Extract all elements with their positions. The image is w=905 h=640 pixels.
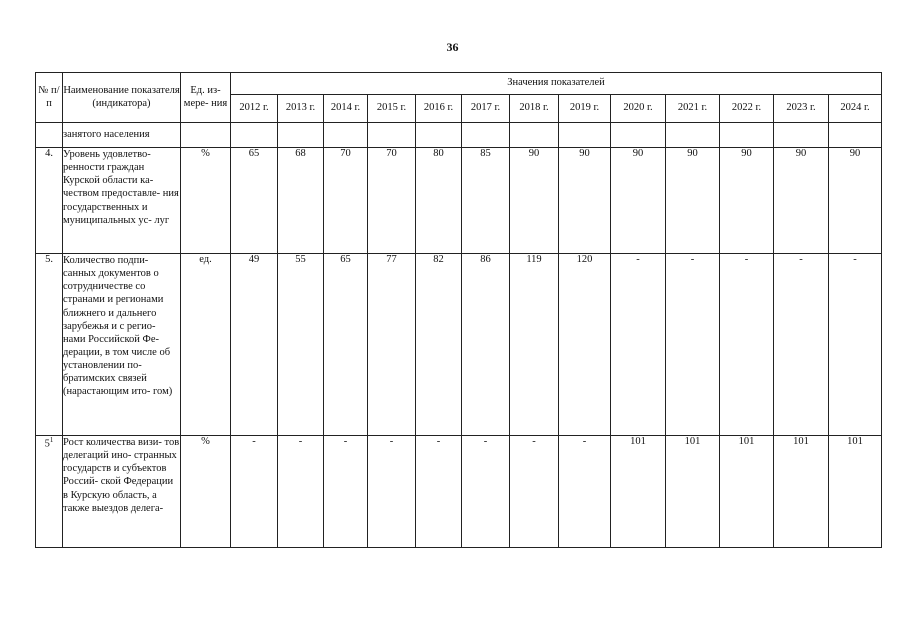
header-unit: Ед. из- мере- ния — [181, 73, 231, 123]
row-value: 120 — [559, 254, 611, 436]
row-value: - — [559, 436, 611, 548]
row-num-text: 5. — [45, 254, 53, 265]
row-value — [829, 123, 882, 148]
row-value — [368, 123, 416, 148]
row-value — [510, 123, 559, 148]
header-name: Наименование показателя (индикатора) — [63, 73, 181, 123]
row-value: 77 — [368, 254, 416, 436]
row-value: - — [666, 254, 720, 436]
row-value: 90 — [829, 148, 882, 254]
header-year: 2017 г. — [462, 95, 510, 123]
header-year: 2020 г. — [611, 95, 666, 123]
row-value: 101 — [829, 436, 882, 548]
header-year: 2021 г. — [666, 95, 720, 123]
header-values-title: Значения показателей — [231, 73, 882, 95]
row-value: - — [829, 254, 882, 436]
row-value: 55 — [278, 254, 324, 436]
row-value: 86 — [462, 254, 510, 436]
row-name: Уровень удовлетво- ренности граждан Курской области ка- чеством предоставле- ния государственных и муниципальных ус- луг — [63, 148, 181, 254]
row-value — [666, 123, 720, 148]
row-value: - — [368, 436, 416, 548]
row-num — [36, 123, 63, 148]
row-value: - — [720, 254, 774, 436]
row-unit: % — [181, 436, 231, 548]
row-name: Рост количества визи- тов делегаций ино- странных государств и субъектов Россий- ской Федерации в Курскую область, а также выездов делега- — [63, 436, 181, 548]
row-value — [231, 123, 278, 148]
row-value: 90 — [510, 148, 559, 254]
row-unit — [181, 123, 231, 148]
row-value — [559, 123, 611, 148]
header-year: 2022 г. — [720, 95, 774, 123]
page-number: 36 — [446, 40, 459, 54]
row-value: 101 — [720, 436, 774, 548]
row-value — [611, 123, 666, 148]
row-value — [774, 123, 829, 148]
row-value: 65 — [324, 254, 368, 436]
row-value: - — [278, 436, 324, 548]
row-value: 101 — [666, 436, 720, 548]
header-year: 2015 г. — [368, 95, 416, 123]
row-name: занятого населения — [63, 123, 181, 148]
header-year: 2018 г. — [510, 95, 559, 123]
row-value: 101 — [774, 436, 829, 548]
table-body — [36, 123, 882, 548]
row-unit: ед. — [181, 254, 231, 436]
row-value: 80 — [416, 148, 462, 254]
header-year: 2014 г. — [324, 95, 368, 123]
row-value — [462, 123, 510, 148]
row-value — [720, 123, 774, 148]
table-row — [36, 148, 882, 254]
row-value: - — [510, 436, 559, 548]
table-row — [36, 123, 882, 148]
row-value: 49 — [231, 254, 278, 436]
row-value — [324, 123, 368, 148]
row-value: - — [774, 254, 829, 436]
row-value: - — [611, 254, 666, 436]
row-value: 70 — [368, 148, 416, 254]
header-year: 2012 г. — [231, 95, 278, 123]
row-name: Количество подпи- санных документов о сотрудничестве со странами и регионами ближнего и дальнего зарубежья и с регио- нами Российской Фе- дерации, в том числе об установлении по- братимских связей (нарастающим ито- гом) — [63, 254, 181, 436]
row-num — [36, 436, 63, 548]
row-num — [36, 148, 63, 254]
row-value: - — [416, 436, 462, 548]
header-year: 2016 г. — [416, 95, 462, 123]
row-value: - — [324, 436, 368, 548]
row-value: 65 — [231, 148, 278, 254]
row-value: 90 — [611, 148, 666, 254]
row-value: 70 — [324, 148, 368, 254]
header-year: 2013 г. — [278, 95, 324, 123]
table-row — [36, 254, 882, 436]
row-num — [36, 254, 63, 436]
header-year: 2019 г. — [559, 95, 611, 123]
header-year: 2023 г. — [774, 95, 829, 123]
row-value — [416, 123, 462, 148]
header-year: 2024 г. — [829, 95, 882, 123]
row-value: 101 — [611, 436, 666, 548]
row-value: 90 — [774, 148, 829, 254]
row-num-text: 4. — [45, 148, 53, 159]
row-unit: % — [181, 148, 231, 254]
row-value: 85 — [462, 148, 510, 254]
table-row — [36, 436, 882, 548]
row-value: 90 — [666, 148, 720, 254]
row-value: 90 — [720, 148, 774, 254]
row-value: 119 — [510, 254, 559, 436]
row-value: 90 — [559, 148, 611, 254]
indicators-table — [35, 72, 882, 548]
row-value: - — [231, 436, 278, 548]
header-num: № п/п — [36, 73, 63, 123]
row-num-text: 5 — [44, 438, 50, 450]
row-value: 68 — [278, 148, 324, 254]
row-value: 82 — [416, 254, 462, 436]
row-value — [278, 123, 324, 148]
row-value: - — [462, 436, 510, 548]
row-num-sup: 1 — [49, 436, 54, 444]
